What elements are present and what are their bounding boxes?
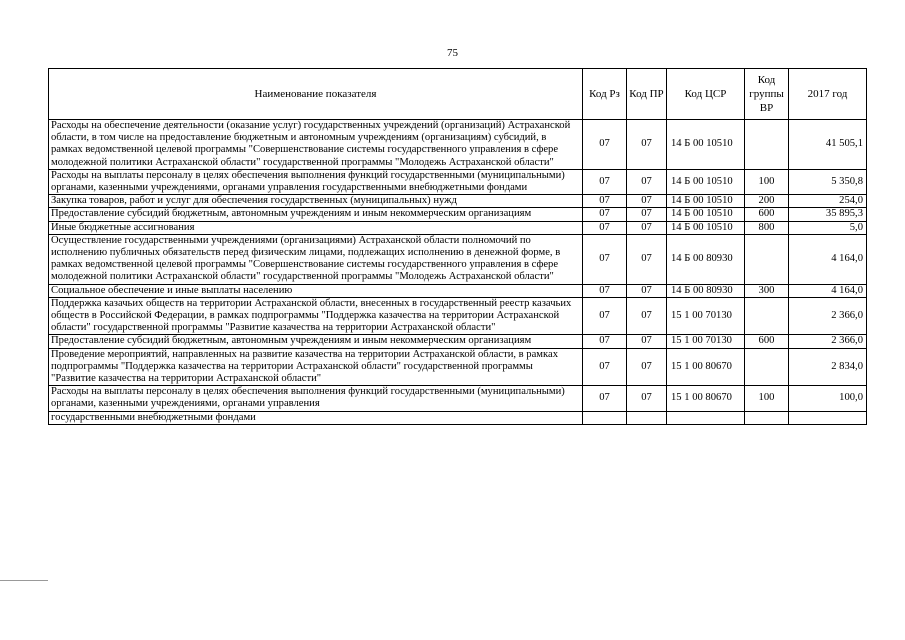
- table-row: [49, 221, 867, 234]
- table-row: [49, 120, 867, 170]
- row-vr: 800: [745, 221, 789, 234]
- row-pr: 07: [627, 208, 667, 221]
- row-pr: 07: [627, 335, 667, 348]
- row-rz: 07: [583, 208, 627, 221]
- row-name: Расходы на обеспечение деятельности (оказание услуг) государственных учреждений (организаций) Астраханской области, в том числе на предоставление бюджетным и автономным учреждениям (организациям) субсидий, в рамках ведомственной целевой программы "Совершенствование системы государственного управления в сфере молодежной политики Астраханской области" государственной программы "Молодежь Астраханской области": [49, 120, 583, 170]
- row-vr: 600: [745, 208, 789, 221]
- table-row: [49, 234, 867, 284]
- row-csr: 15 1 00 70130: [667, 297, 745, 335]
- header-name: Наименование показателя: [49, 69, 583, 120]
- row-vr: [745, 411, 789, 424]
- row-csr: 14 Б 00 10510: [667, 208, 745, 221]
- row-pr: 07: [627, 234, 667, 284]
- header-pr: Код ПР: [627, 69, 667, 120]
- row-rz: 07: [583, 234, 627, 284]
- header-csr: Код ЦСР: [667, 69, 745, 120]
- row-amount: 2 366,0: [789, 335, 867, 348]
- row-rz: 07: [583, 348, 627, 386]
- row-vr: 300: [745, 284, 789, 297]
- row-csr: 15 1 00 80670: [667, 386, 745, 411]
- row-csr: 14 Б 00 10510: [667, 169, 745, 194]
- header-vr: Код группы ВР: [745, 69, 789, 120]
- header-year: 2017 год: [789, 69, 867, 120]
- row-csr: 14 Б 00 10510: [667, 195, 745, 208]
- row-vr: 100: [745, 386, 789, 411]
- row-csr: 15 1 00 70130: [667, 335, 745, 348]
- row-name: Иные бюджетные ассигнования: [49, 221, 583, 234]
- table-row: [49, 169, 867, 194]
- row-vr: 600: [745, 335, 789, 348]
- row-pr: 07: [627, 120, 667, 170]
- row-name: государственными внебюджетными фондами: [49, 411, 583, 424]
- table-row: [49, 335, 867, 348]
- header-rz: Код Рз: [583, 69, 627, 120]
- row-name: Закупка товаров, работ и услуг для обеспечения государственных (муниципальных) нужд: [49, 195, 583, 208]
- row-csr: 14 Б 00 80930: [667, 234, 745, 284]
- row-rz: 07: [583, 386, 627, 411]
- row-rz: 07: [583, 297, 627, 335]
- row-name: Предоставление субсидий бюджетным, автономным учреждениям и иным некоммерческим организациям: [49, 208, 583, 221]
- row-rz: 07: [583, 120, 627, 170]
- row-rz: 07: [583, 284, 627, 297]
- row-vr: 200: [745, 195, 789, 208]
- row-rz: 07: [583, 169, 627, 194]
- row-pr: 07: [627, 195, 667, 208]
- row-name: Расходы на выплаты персоналу в целях обеспечения выполнения функций государственными (муниципальными) органами, казенными учреждениями, органами управления: [49, 386, 583, 411]
- table-header-row: [49, 69, 867, 120]
- budget-table: [48, 68, 867, 425]
- row-name: Поддержка казачьих обществ на территории Астраханской области, внесенных в государственный реестр казачьих обществ в Российской Федерации, в рамках подпрограммы "Поддержка казачества на территории Астраханской области" государственной программы "Развитие казачества на территории Астраханской области": [49, 297, 583, 335]
- row-amount: 35 895,3: [789, 208, 867, 221]
- table-row: [49, 195, 867, 208]
- row-name: Социальное обеспечение и иные выплаты населению: [49, 284, 583, 297]
- row-amount: [789, 411, 867, 424]
- row-amount: 2 366,0: [789, 297, 867, 335]
- row-vr: [745, 348, 789, 386]
- row-csr: 14 Б 00 10510: [667, 221, 745, 234]
- row-amount: 100,0: [789, 386, 867, 411]
- row-name: Осуществление государственными учреждениями (организациями) Астраханской области полномочий по исполнению публичных обязательств перед физическим лицами, подлежащих исполнению в денежной форме, в рамках ведомственной целевой программы "Совершенствование системы государственного управления в сфере молодежной политики Астраханской области" государственной программы "Молодежь Астраханской области": [49, 234, 583, 284]
- row-pr: 07: [627, 348, 667, 386]
- row-pr: 07: [627, 284, 667, 297]
- row-vr: [745, 234, 789, 284]
- row-rz: 07: [583, 221, 627, 234]
- row-vr: [745, 297, 789, 335]
- table-row: [49, 411, 867, 424]
- table-row: [49, 348, 867, 386]
- row-rz: [583, 411, 627, 424]
- row-pr: 07: [627, 169, 667, 194]
- row-amount: 4 164,0: [789, 284, 867, 297]
- row-amount: 2 834,0: [789, 348, 867, 386]
- table-row: [49, 297, 867, 335]
- left-margin-rule: [0, 580, 48, 581]
- row-vr: 100: [745, 169, 789, 194]
- row-pr: 07: [627, 297, 667, 335]
- row-name: Расходы на выплаты персоналу в целях обеспечения выполнения функций государственными (муниципальными) органами, казенными учреждениями, органами управления государственными внебюджетными фондами: [49, 169, 583, 194]
- row-pr: 07: [627, 386, 667, 411]
- page-number: 75: [447, 47, 458, 59]
- row-rz: 07: [583, 195, 627, 208]
- table-row: [49, 208, 867, 221]
- row-csr: 14 Б 00 10510: [667, 120, 745, 170]
- row-pr: 07: [627, 221, 667, 234]
- row-vr: [745, 120, 789, 170]
- table-row: [49, 284, 867, 297]
- row-amount: 254,0: [789, 195, 867, 208]
- row-name: Проведение мероприятий, направленных на развитие казачества на территории Астраханской области, в рамках подпрограммы "Поддержка казачества на территории Астраханской области" государственной программы "Развитие казачества на территории Астраханской области": [49, 348, 583, 386]
- table-row: [49, 386, 867, 411]
- row-pr: [627, 411, 667, 424]
- row-amount: 5 350,8: [789, 169, 867, 194]
- row-amount: 41 505,1: [789, 120, 867, 170]
- row-csr: 14 Б 00 80930: [667, 284, 745, 297]
- row-rz: 07: [583, 335, 627, 348]
- row-amount: 5,0: [789, 221, 867, 234]
- row-amount: 4 164,0: [789, 234, 867, 284]
- row-csr: [667, 411, 745, 424]
- row-csr: 15 1 00 80670: [667, 348, 745, 386]
- row-name: Предоставление субсидий бюджетным, автономным учреждениям и иным некоммерческим организациям: [49, 335, 583, 348]
